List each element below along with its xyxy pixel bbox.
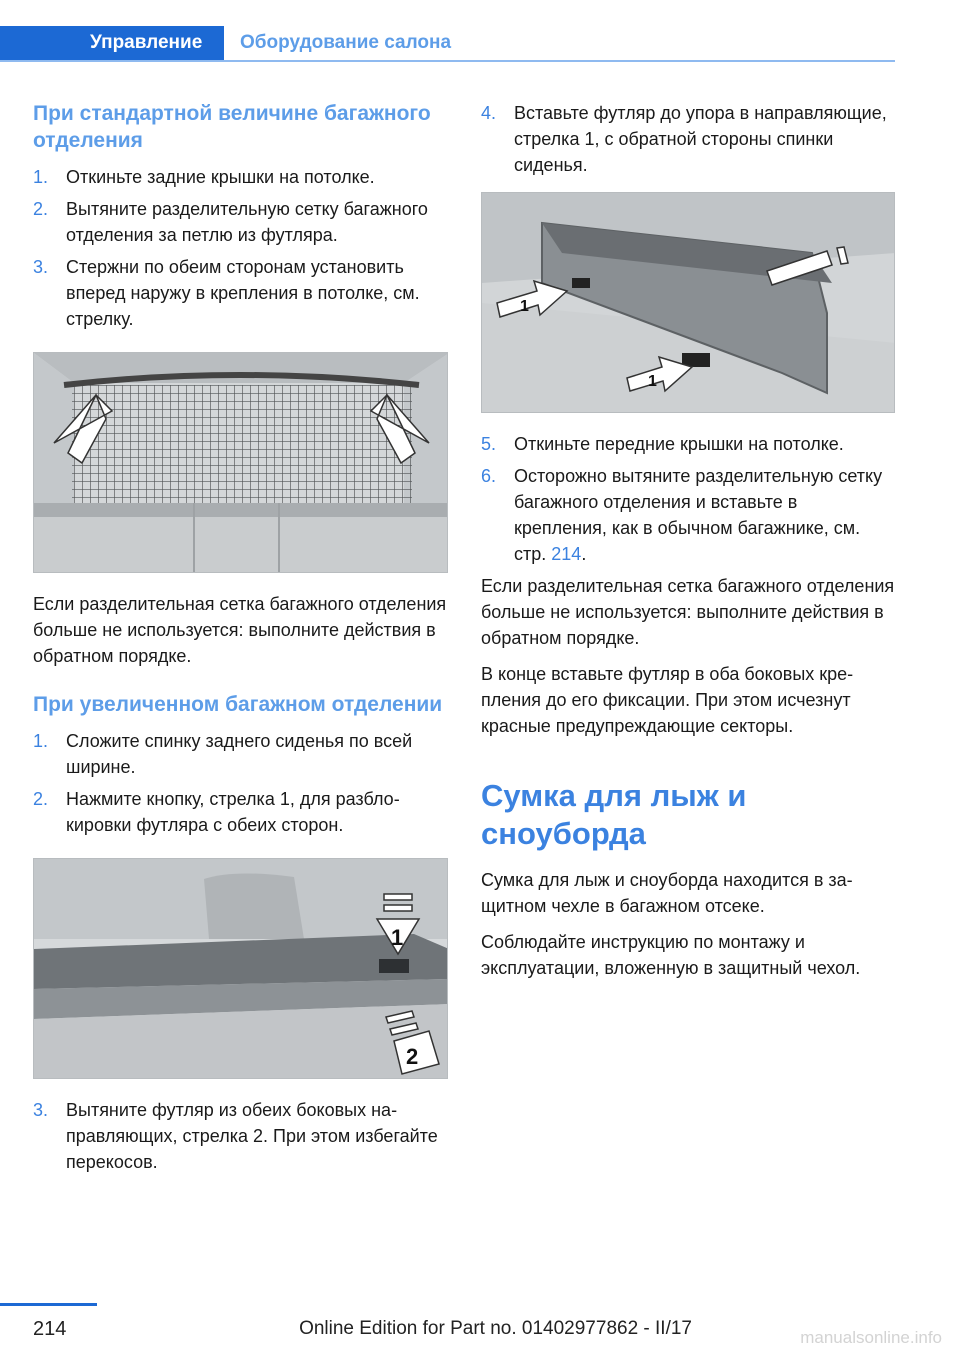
page-reference-link[interactable]: 214 — [551, 544, 582, 564]
list-item — [33, 1097, 448, 1175]
edition-note: Online Edition for Part no. 01402977862 - II/17 — [299, 1318, 692, 1339]
list-item — [481, 463, 895, 567]
list-item — [33, 164, 448, 190]
ski-bag-instructions: Соблюдайте инструкцию по монтажу и эксплуатации, вложенную в защитный чехол. — [481, 932, 861, 978]
step-text-end: . — [581, 544, 587, 564]
final-fixing-note: В конце вставьте футляр в оба боковых крепления до его фиксации. При этом исчезнут красные предупреждающие секторы. — [481, 664, 854, 736]
step-text-main: Осторожно вытяните разделительную сетку багажного отделения и вставьте в крепления, как в обычном багажнике, см. стр. — [514, 466, 883, 564]
ski-bag-location: Сумка для лыж и сноуборда находится в защитном чехле в багажном отсеке. — [481, 870, 853, 916]
step-number: 3. — [33, 1100, 49, 1120]
footer-rule — [0, 1303, 97, 1306]
step-number: 1. — [33, 731, 49, 751]
list-item — [33, 728, 448, 780]
right-column — [481, 100, 895, 991]
step-text — [514, 463, 895, 567]
list-item — [33, 196, 448, 248]
header-rule — [0, 60, 895, 62]
step-text: Сложите спинку заднего сиденья по всей ширине. — [66, 731, 413, 777]
steps-insert — [481, 100, 895, 178]
reverse-order-note: Если разделительная сетка багажного отделения больше не используется: выполните действия в обратном порядке. — [481, 576, 895, 648]
step-text: Вставьте футляр до упора в направляющие, стрелка 1, с обратной стороны спинки сиденья. — [514, 103, 887, 175]
step-text: Нажмите кнопку, стрелка 1, для разблокировки футляра с обеих сторон. — [66, 789, 400, 835]
steps-standard — [33, 164, 448, 332]
header-bar — [0, 26, 895, 62]
tab-controls[interactable]: Управление — [0, 26, 224, 60]
step-number: 2. — [33, 199, 49, 219]
step-number: 5. — [481, 434, 497, 454]
steps-finish — [481, 431, 895, 567]
section-title-enlarged: При увеличенном багажном отделении — [33, 693, 443, 716]
cassette-insert-illustration — [481, 192, 895, 413]
watermark: manualsonline.info — [800, 1328, 942, 1347]
cassette-release-illustration — [33, 858, 448, 1079]
reverse-order-note: Если разделительная сетка багажного отделения больше не используется: выполните действия в обратном порядке. — [33, 594, 447, 666]
step-number: 6. — [481, 466, 497, 486]
list-item — [481, 100, 895, 178]
steps-enlarged — [33, 728, 448, 838]
list-item — [481, 431, 895, 457]
arrow-label-1-lower: 1 — [648, 373, 657, 390]
arrow-label-1: 1 — [391, 925, 404, 950]
step-text: Вытяните разделительную сетку багажного отделения за петлю из футляра. — [66, 199, 428, 245]
section-title-ski-bag: Сумка для лыж и сноуборда — [481, 778, 747, 851]
step-number: 3. — [33, 257, 49, 277]
tab-interior-equipment[interactable]: Оборудование салона — [240, 32, 452, 53]
steps-enlarged-cont — [33, 1097, 448, 1175]
step-text: Стержни по обеим сторонам установить вперед наружу в крепления в потолке, см. стрелку. — [66, 257, 420, 329]
section-title-standard: При стандартной величине багажного отделения — [33, 102, 431, 152]
step-text: Вытяните футляр из обеих боковых направляющих, стрелка 2. При этом избегайте перекосов. — [66, 1100, 438, 1172]
step-text: Откиньте задние крышки на потолке. — [66, 167, 375, 187]
list-item — [33, 786, 448, 838]
step-number: 4. — [481, 103, 497, 123]
step-text: Откиньте передние крышки на потолке. — [514, 434, 844, 454]
arrow-label-2: 2 — [406, 1044, 419, 1069]
step-number: 1. — [33, 167, 49, 187]
arrow-label-1: 1 — [520, 298, 529, 315]
step-number: 2. — [33, 789, 49, 809]
list-item — [33, 254, 448, 332]
left-column — [33, 100, 448, 1181]
page-number: 214 — [33, 1318, 67, 1340]
cargo-net-illustration — [33, 352, 448, 573]
